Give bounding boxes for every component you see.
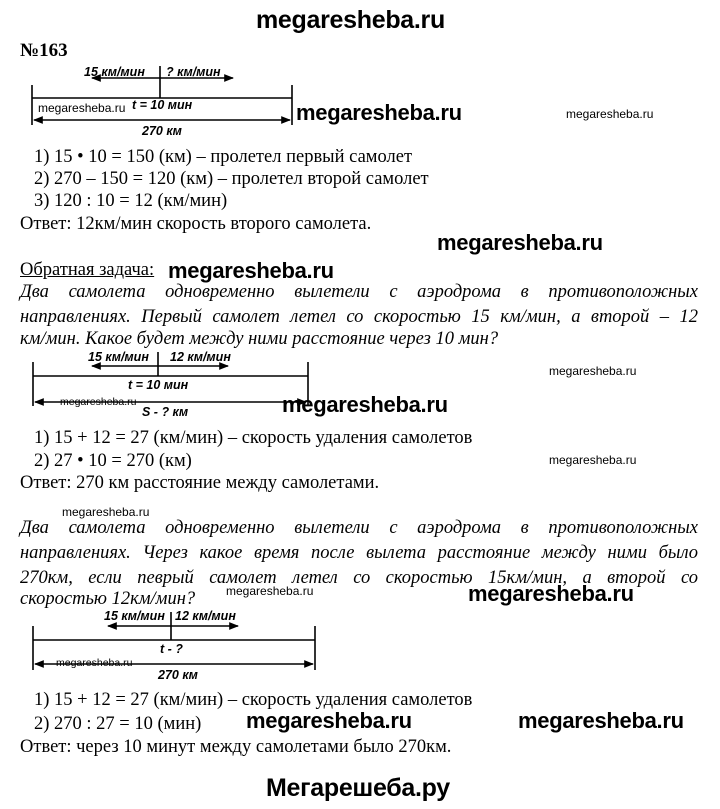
diagram3-distance: 270 км (158, 668, 198, 682)
watermark: megaresheba.ru (437, 230, 603, 255)
part3-text-line-2: направлениях. Через какое время после вылета расстояние между ними было (20, 543, 698, 563)
part2-step-2: 2) 27 • 10 = 270 (км) (34, 451, 192, 471)
part3-text-line-1: Два самолета одновременно вылетели с аэродрома в противоположных (20, 518, 698, 538)
watermark: megaresheba.ru (296, 100, 462, 125)
part1-step-2: 2) 270 – 150 = 120 (км) – пролетел второй самолет (34, 169, 429, 189)
part2-text-line-2: направлениях. Первый самолет летел со скоростью 15 км/мин, а второй – 12 (20, 307, 698, 327)
diagram2-speed2: 12 км/мин (170, 350, 231, 364)
part1-answer: Ответ: 12км/мин скорость второго самолета. (20, 214, 372, 234)
footer-site-title: Мегарешеба.ру (266, 774, 450, 802)
diagram2-distance: S - ? км (142, 405, 189, 419)
diagram1-speed2: ? км/мин (166, 65, 221, 79)
watermark: megaresheba.ru (56, 657, 133, 669)
diagram1-speed1: 15 км/мин (84, 65, 145, 79)
diagram2-time: t = 10 мин (128, 378, 189, 392)
part3-step-2: 2) 270 : 27 = 10 (мин) (34, 714, 202, 734)
watermark: megaresheba.ru (246, 708, 412, 733)
part1-step-3: 3) 120 : 10 = 12 (км/мин) (34, 191, 228, 211)
watermark: megaresheba.ru (549, 453, 637, 467)
watermark: megaresheba.ru (62, 505, 150, 519)
diagram3-speed2: 12 км/мин (175, 609, 236, 623)
watermark: megaresheba.ru (60, 396, 137, 408)
part3-answer: Ответ: через 10 минут между самолетами было 270км. (20, 737, 452, 757)
watermark: megaresheba.ru (282, 392, 448, 417)
header-site-title: megaresheba.ru (256, 6, 445, 34)
diagram1-distance: 270 км (142, 124, 182, 138)
diagram3-time: t - ? (160, 642, 183, 656)
diagram1-time: t = 10 мин (132, 98, 193, 112)
part2-answer: Ответ: 270 км расстояние между самолетами. (20, 473, 380, 493)
part2-text-line-3: км/мин. Какое будет между ними расстояние через 10 мин? (20, 329, 499, 349)
part1-step-1: 1) 15 • 10 = 150 (км) – пролетел первый самолет (34, 147, 413, 167)
part3-text-line-4: скоростью 12км/мин? (20, 589, 196, 609)
watermark: megaresheba.ru (38, 101, 126, 115)
watermark: megaresheba.ru (518, 708, 684, 733)
diagram2-speed1: 15 км/мин (88, 350, 149, 364)
problem-number: №163 (20, 40, 68, 61)
watermark: megaresheba.ru (226, 584, 314, 598)
part2-step-1: 1) 15 + 12 = 27 (км/мин) – скорость удаления самолетов (34, 428, 473, 448)
watermark: megaresheba.ru (549, 364, 637, 378)
watermark: megaresheba.ru (168, 258, 334, 283)
part3-text-line-3: 270км, если певрый самолет летел со скоростью 15км/мин, а второй со (20, 568, 698, 588)
watermark: megaresheba.ru (468, 581, 634, 606)
part2-heading: Обратная задача: (20, 260, 155, 280)
diagram3-speed1: 15 км/мин (104, 609, 165, 623)
part3-step-1: 1) 15 + 12 = 27 (км/мин) – скорость удаления самолетов (34, 690, 473, 710)
watermark: megaresheba.ru (566, 107, 654, 121)
part2-text-line-1: Два самолета одновременно вылетели с аэродрома в противоположных (20, 282, 698, 302)
